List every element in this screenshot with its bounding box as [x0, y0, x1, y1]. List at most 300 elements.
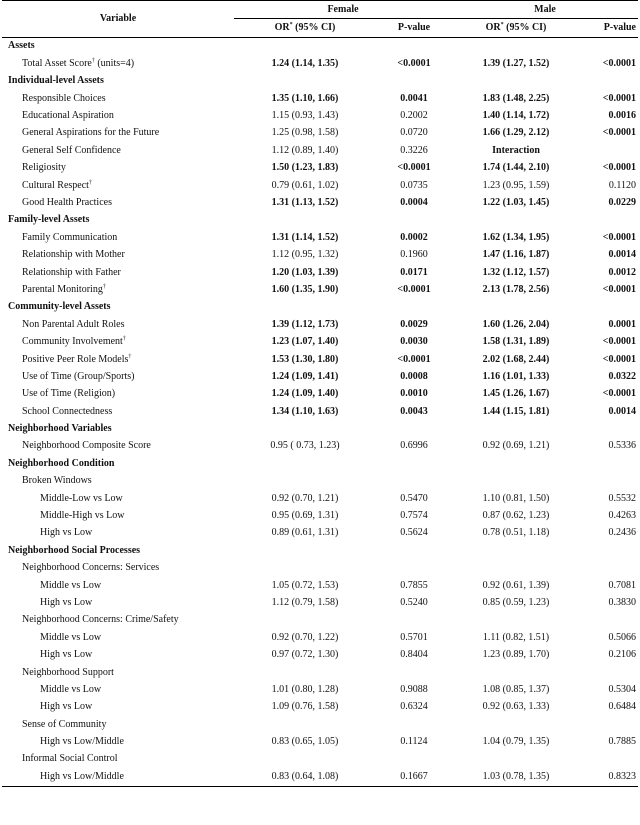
variable-text: School Connectedness: [22, 405, 113, 417]
female-pvalue-cell: 0.8404: [400, 649, 428, 661]
male-pvalue-cell: [580, 664, 638, 681]
male-pvalue-cell: <0.0001: [602, 388, 636, 400]
female-or-cell: [234, 473, 376, 490]
variable-label: [2, 107, 234, 124]
or-label: OR: [274, 22, 290, 34]
male-or-cell: [452, 37, 580, 55]
male-pvalue-cell: <0.0001: [602, 231, 636, 243]
female-pvalue-cell: [376, 455, 452, 472]
table-row: [2, 386, 638, 403]
female-pvalue-cell: 0.0010: [400, 388, 428, 400]
female-pvalue-cell: 0.0029: [400, 318, 428, 330]
female-pvalue-cell: [376, 299, 452, 316]
male-or-cell: 1.40 (1.14, 1.72): [482, 110, 550, 122]
variable-label: [2, 142, 234, 159]
female-or-cell: 1.24 (1.09, 1.41): [271, 370, 339, 382]
variable-text: Community Involvement: [22, 336, 123, 348]
female-or-cell: 1.09 (0.76, 1.58): [271, 701, 339, 713]
male-or-cell: 1.83 (1.48, 2.25): [482, 92, 550, 104]
variable-text: High vs Low: [40, 649, 93, 661]
female-or-cell: [234, 37, 376, 55]
male-or-cell: 0.92 (0.63, 1.33): [482, 701, 550, 713]
variable-label: [2, 733, 234, 750]
male-pvalue-cell: 0.6484: [608, 701, 636, 713]
female-pvalue-cell: 0.0171: [400, 266, 428, 278]
male-pvalue-cell: [580, 299, 638, 316]
variable-text: High vs Low: [40, 596, 93, 608]
female-or-cell: 1.01 (0.80, 1.28): [271, 683, 339, 695]
variable-label: [2, 246, 234, 263]
table-row: [2, 316, 638, 333]
male-or-cell: 1.74 (1.44, 2.10): [482, 162, 550, 174]
section-label: [2, 299, 234, 316]
female-pvalue-header: P-value: [397, 22, 431, 34]
variable-text: Middle-Low vs Low: [40, 492, 123, 504]
female-or-cell: 1.12 (0.95, 1.32): [271, 249, 339, 261]
male-or-cell: [452, 73, 580, 90]
male-pvalue-cell: 0.5336: [608, 440, 636, 452]
male-or-cell: [452, 542, 580, 559]
variable-text: Community-level Assets: [8, 301, 111, 313]
variable-text: Good Health Practices: [22, 196, 112, 208]
variable-label: [2, 594, 234, 611]
female-pvalue-cell: 0.1124: [400, 736, 428, 748]
female-or-cell: [234, 664, 376, 681]
female-pvalue-cell: 0.7855: [400, 579, 428, 591]
female-pvalue-cell: [376, 473, 452, 490]
female-pvalue-cell: 0.6996: [400, 440, 428, 452]
subsection-row: [2, 473, 638, 490]
variable-text: Total Asset Score: [22, 57, 92, 69]
female-pvalue-cell: 0.0004: [400, 196, 428, 208]
female-or-cell: 1.12 (0.79, 1.58): [271, 596, 339, 608]
female-header: Female: [234, 1, 452, 19]
male-pvalue-cell: [580, 212, 638, 229]
table-row: [2, 107, 638, 124]
variable-text: Broken Windows: [22, 475, 92, 487]
male-pvalue-cell: 0.5304: [608, 683, 636, 695]
female-pvalue-cell: 0.1960: [400, 249, 428, 261]
male-or-cell: [452, 455, 580, 472]
male-or-cell: [452, 299, 580, 316]
variable-text: Middle-High vs Low: [40, 510, 125, 522]
variable-text: Educational Aspiration: [22, 110, 114, 122]
male-or-cell: 1.62 (1.34, 1.95): [482, 231, 550, 243]
female-or-cell: [234, 212, 376, 229]
variable-text: Family-level Assets: [8, 214, 90, 226]
male-pvalue-cell: 0.4263: [608, 510, 636, 522]
female-or-cell: [234, 560, 376, 577]
male-or-cell: [452, 473, 580, 490]
male-pvalue-cell: <0.0001: [602, 336, 636, 348]
female-or-cell: 0.83 (0.64, 1.08): [271, 770, 339, 782]
male-pvalue-cell: 0.5066: [608, 631, 636, 643]
female-pvalue-cell: <0.0001: [397, 162, 431, 174]
male-header: Male: [452, 1, 638, 19]
variable-text: Cultural Respect: [22, 179, 89, 191]
female-or-cell: 0.92 (0.70, 1.21): [271, 492, 339, 504]
ci-label: (95% CI): [506, 22, 547, 34]
variable-text: High vs Low/Middle: [40, 736, 124, 748]
dagger-mark: †: [91, 57, 95, 64]
female-or-cell: 1.24 (1.14, 1.35): [271, 57, 339, 69]
variable-text: Neighborhood Variables: [8, 423, 112, 435]
variable-text: High vs Low: [40, 701, 93, 713]
dagger-mark: †: [122, 336, 126, 343]
male-or-cell: 1.03 (0.78, 1.35): [482, 770, 550, 782]
variable-header: Variable: [2, 1, 234, 38]
male-pvalue-cell: 0.0001: [608, 318, 636, 330]
male-or-cell: 1.60 (1.26, 2.04): [482, 318, 550, 330]
female-or-cell: [234, 299, 376, 316]
variable-label: [2, 281, 234, 298]
variable-text: Individual-level Assets: [8, 75, 104, 87]
variable-text: Non Parental Adult Roles: [22, 318, 125, 330]
female-pvalue-cell: 0.7574: [400, 510, 428, 522]
variable-text: General Aspirations for the Future: [22, 127, 160, 139]
variable-text: Middle vs Low: [40, 579, 102, 591]
table-row: [2, 281, 638, 298]
variable-label: [2, 560, 234, 577]
variable-label: [2, 160, 234, 177]
variable-text: Middle vs Low: [40, 631, 102, 643]
male-pvalue-cell: [580, 716, 638, 733]
male-or-cell: 0.87 (0.62, 1.23): [482, 510, 550, 522]
male-pvalue-cell: [580, 73, 638, 90]
table-row: [2, 699, 638, 716]
male-or-cell: [452, 664, 580, 681]
section-label: [2, 542, 234, 559]
male-pvalue-cell: [580, 420, 638, 437]
variable-label: [2, 577, 234, 594]
variable-label: [2, 507, 234, 524]
female-pvalue-cell: [376, 420, 452, 437]
table-row: [2, 160, 638, 177]
female-pvalue-cell: [376, 542, 452, 559]
section-row: [2, 542, 638, 559]
table-row: [2, 768, 638, 786]
female-or-cell: [234, 716, 376, 733]
variable-text: Neighborhood Condition: [8, 457, 115, 469]
male-or-cell: 0.85 (0.59, 1.23): [482, 596, 550, 608]
male-or-cell: Interaction: [492, 144, 540, 156]
male-or-cell: 0.92 (0.61, 1.39): [482, 579, 550, 591]
male-or-cell: [452, 716, 580, 733]
male-or-cell: 1.23 (0.89, 1.70): [482, 649, 550, 661]
female-or-cell: 1.20 (1.03, 1.39): [271, 266, 339, 278]
female-pvalue-cell: 0.5470: [400, 492, 428, 504]
variable-label: [2, 177, 234, 194]
variable-label: [2, 681, 234, 698]
table-row: [2, 490, 638, 507]
female-or-cell: 0.89 (0.61, 1.31): [271, 527, 339, 539]
male-pvalue-cell: 0.2436: [608, 527, 636, 539]
variable-label: [2, 438, 234, 455]
female-or-cell: 1.31 (1.14, 1.52): [271, 231, 339, 243]
variable-suffix: (units=4): [94, 57, 135, 69]
female-or-header: OR* (95% CI): [274, 22, 336, 34]
table-row: [2, 525, 638, 542]
table-row: [2, 629, 638, 646]
variable-text: Neighborhood Composite Score: [22, 440, 151, 452]
male-or-cell: [452, 612, 580, 629]
female-or-cell: 1.53 (1.30, 1.80): [271, 353, 339, 365]
male-pvalue-cell: <0.0001: [602, 353, 636, 365]
section-label: [2, 455, 234, 472]
dagger-mark: †: [128, 353, 132, 360]
female-or-cell: 0.79 (0.61, 1.02): [271, 179, 339, 191]
male-pvalue-cell: 0.0014: [608, 405, 636, 417]
table-row: [2, 90, 638, 107]
table-row: [2, 438, 638, 455]
variable-text: Neighborhood Social Processes: [8, 544, 141, 556]
variable-text: Use of Time (Religion): [22, 388, 116, 400]
female-pvalue-cell: <0.0001: [397, 353, 431, 365]
table-row: [2, 733, 638, 750]
subsection-row: [2, 751, 638, 768]
section-row: [2, 37, 638, 55]
male-pvalue-cell: 0.0229: [608, 196, 636, 208]
female-pvalue-cell: [376, 212, 452, 229]
female-or-cell: [234, 455, 376, 472]
variable-label: [2, 316, 234, 333]
male-or-cell: 1.22 (1.03, 1.45): [482, 196, 550, 208]
female-pvalue-cell: [376, 751, 452, 768]
male-pvalue-cell: 0.0322: [608, 370, 636, 382]
variable-label: [2, 368, 234, 385]
male-pvalue-cell: [580, 142, 638, 159]
female-pvalue-cell: 0.9088: [400, 683, 428, 695]
female-or-cell: [234, 751, 376, 768]
variable-label: [2, 490, 234, 507]
male-or-cell: [452, 420, 580, 437]
table-row: [2, 351, 638, 368]
section-label: [2, 212, 234, 229]
section-row: [2, 212, 638, 229]
male-or-header: OR* (95% CI): [485, 22, 547, 34]
female-or-cell: 0.83 (0.65, 1.05): [271, 736, 339, 748]
section-label: [2, 37, 234, 55]
male-pvalue-cell: <0.0001: [602, 92, 636, 104]
female-or-cell: 1.12 (0.89, 1.40): [271, 144, 339, 156]
table-row: [2, 507, 638, 524]
variable-text: Middle vs Low: [40, 683, 102, 695]
female-or-cell: 1.31 (1.13, 1.52): [271, 196, 339, 208]
table-row: [2, 577, 638, 594]
variable-text: Family Communication: [22, 231, 118, 243]
table-row: [2, 333, 638, 350]
variable-text: Assets: [8, 40, 35, 52]
female-or-cell: 0.95 ( 0.73, 1.23): [270, 440, 340, 452]
variable-label: [2, 194, 234, 211]
variable-text: Relationship with Mother: [22, 249, 125, 261]
variable-text: Religiosity: [22, 162, 66, 174]
variable-label: [2, 525, 234, 542]
female-or-cell: 1.60 (1.35, 1.90): [271, 283, 339, 295]
male-or-cell: 1.44 (1.15, 1.81): [482, 405, 550, 417]
variable-label: [2, 333, 234, 350]
male-or-cell: 1.47 (1.16, 1.87): [482, 249, 550, 261]
section-row: [2, 455, 638, 472]
male-pvalue-cell: [580, 542, 638, 559]
male-pvalue-cell: [580, 37, 638, 55]
male-pvalue-cell: 0.7081: [608, 579, 636, 591]
male-or-cell: 1.45 (1.26, 1.67): [482, 388, 550, 400]
female-pvalue-cell: [376, 716, 452, 733]
male-pvalue-cell: [580, 455, 638, 472]
female-pvalue-cell: [376, 664, 452, 681]
variable-label: [2, 612, 234, 629]
female-or-cell: 1.50 (1.23, 1.83): [271, 162, 339, 174]
female-pvalue-cell: 0.0041: [400, 92, 428, 104]
variable-label: [2, 768, 234, 786]
table-row: [2, 246, 638, 263]
subsection-row: [2, 716, 638, 733]
male-pvalue-cell: 0.1120: [608, 179, 636, 191]
table-row: [2, 125, 638, 142]
male-pvalue-cell: [580, 560, 638, 577]
female-or-cell: [234, 73, 376, 90]
male-or-cell: [452, 560, 580, 577]
dagger-mark: †: [88, 179, 92, 186]
variable-text: Relationship with Father: [22, 266, 121, 278]
table-row: [2, 594, 638, 611]
male-or-cell: 1.23 (0.95, 1.59): [482, 179, 550, 191]
table-row: [2, 368, 638, 385]
section-row: [2, 73, 638, 90]
variable-label: [2, 646, 234, 663]
female-pvalue-cell: 0.0030: [400, 336, 428, 348]
male-or-cell: 1.66 (1.29, 2.12): [482, 127, 550, 139]
female-pvalue-cell: 0.0720: [400, 127, 428, 139]
female-or-cell: [234, 612, 376, 629]
female-or-cell: 1.24 (1.09, 1.40): [271, 388, 339, 400]
female-or-cell: 0.92 (0.70, 1.22): [271, 631, 339, 643]
male-or-cell: 1.39 (1.27, 1.52): [482, 57, 550, 69]
male-or-cell: 1.04 (0.79, 1.35): [482, 736, 550, 748]
female-pvalue-cell: 0.0735: [400, 179, 428, 191]
table-row: [2, 55, 638, 72]
female-pvalue-cell: 0.0043: [400, 405, 428, 417]
male-or-cell: [452, 751, 580, 768]
table-row: [2, 229, 638, 246]
female-pvalue-cell: [376, 73, 452, 90]
variable-label: [2, 351, 234, 368]
male-pvalue-cell: [580, 612, 638, 629]
variable-label: [2, 386, 234, 403]
female-or-cell: 1.23 (1.07, 1.40): [271, 336, 339, 348]
table-row: [2, 646, 638, 663]
variable-label: [2, 664, 234, 681]
female-or-cell: 1.15 (0.93, 1.43): [271, 110, 339, 122]
female-or-cell: [234, 420, 376, 437]
variable-label: [2, 716, 234, 733]
female-or-cell: 1.39 (1.12, 1.73): [271, 318, 339, 330]
variable-label: [2, 473, 234, 490]
female-or-cell: 0.95 (0.69, 1.31): [271, 510, 339, 522]
female-or-cell: 1.25 (0.98, 1.58): [271, 127, 339, 139]
male-pvalue-cell: 0.2106: [608, 649, 636, 661]
table-row: [2, 403, 638, 420]
odds-ratio-table: [2, 0, 638, 787]
variable-text: General Self Confidence: [22, 144, 121, 156]
variable-label: [2, 264, 234, 281]
female-pvalue-cell: 0.5240: [400, 596, 428, 608]
male-or-cell: 1.58 (1.31, 1.89): [482, 336, 550, 348]
table-row: [2, 177, 638, 194]
table-body: [2, 37, 638, 786]
male-pvalue-cell: <0.0001: [602, 283, 636, 295]
female-or-cell: 1.35 (1.10, 1.66): [271, 92, 339, 104]
male-or-cell: 2.02 (1.68, 2.44): [482, 353, 550, 365]
male-pvalue-cell: <0.0001: [602, 57, 636, 69]
male-pvalue-cell: [580, 473, 638, 490]
female-pvalue-cell: [376, 560, 452, 577]
ci-label: (95% CI): [295, 22, 336, 34]
subsection-row: [2, 560, 638, 577]
section-label: [2, 420, 234, 437]
variable-label: [2, 125, 234, 142]
section-label: [2, 73, 234, 90]
variable-label: [2, 751, 234, 768]
male-pvalue-cell: 0.7885: [608, 736, 636, 748]
male-or-cell: 1.16 (1.01, 1.33): [482, 370, 550, 382]
table-row: [2, 681, 638, 698]
female-or-cell: 1.34 (1.10, 1.63): [271, 405, 339, 417]
female-pvalue-cell: 0.3226: [400, 144, 428, 156]
section-row: [2, 299, 638, 316]
female-pvalue-cell: 0.2002: [400, 110, 428, 122]
variable-label: [2, 629, 234, 646]
variable-text: Neighborhood Concerns: Crime/Safety: [22, 614, 179, 626]
variable-text: High vs Low: [40, 527, 93, 539]
female-pvalue-cell: 0.1667: [400, 770, 428, 782]
section-row: [2, 420, 638, 437]
table-row: [2, 142, 638, 159]
variable-text: Informal Social Control: [22, 753, 118, 765]
male-pvalue-cell: 0.0012: [608, 266, 636, 278]
male-or-cell: 1.10 (0.81, 1.50): [482, 492, 550, 504]
variable-label: [2, 229, 234, 246]
female-pvalue-cell: [376, 612, 452, 629]
male-pvalue-cell: <0.0001: [602, 162, 636, 174]
female-or-cell: [234, 542, 376, 559]
variable-text: Neighborhood Concerns: Services: [22, 562, 160, 574]
male-pvalue-cell: 0.0014: [608, 249, 636, 261]
male-pvalue-header: P-value: [603, 22, 636, 34]
variable-text: Parental Monitoring: [22, 283, 103, 295]
subsection-row: [2, 612, 638, 629]
variable-label: [2, 403, 234, 420]
male-pvalue-cell: [580, 751, 638, 768]
variable-text: Neighborhood Support: [22, 666, 114, 678]
female-pvalue-cell: 0.0002: [400, 231, 428, 243]
female-pvalue-cell: [376, 37, 452, 55]
female-pvalue-cell: 0.5701: [400, 631, 428, 643]
male-or-cell: 2.13 (1.78, 2.56): [482, 283, 550, 295]
male-or-cell: 0.78 (0.51, 1.18): [482, 527, 550, 539]
male-or-cell: 0.92 (0.69, 1.21): [482, 440, 550, 452]
variable-text: Responsible Choices: [22, 92, 106, 104]
female-pvalue-cell: 0.5624: [400, 527, 428, 539]
female-pvalue-cell: <0.0001: [397, 283, 431, 295]
or-label: OR: [485, 22, 501, 34]
variable-label: [2, 55, 234, 72]
variable-text: High vs Low/Middle: [40, 770, 124, 782]
variable-label: [2, 699, 234, 716]
male-or-cell: 1.32 (1.12, 1.57): [482, 266, 550, 278]
male-pvalue-cell: 0.8323: [608, 770, 636, 782]
